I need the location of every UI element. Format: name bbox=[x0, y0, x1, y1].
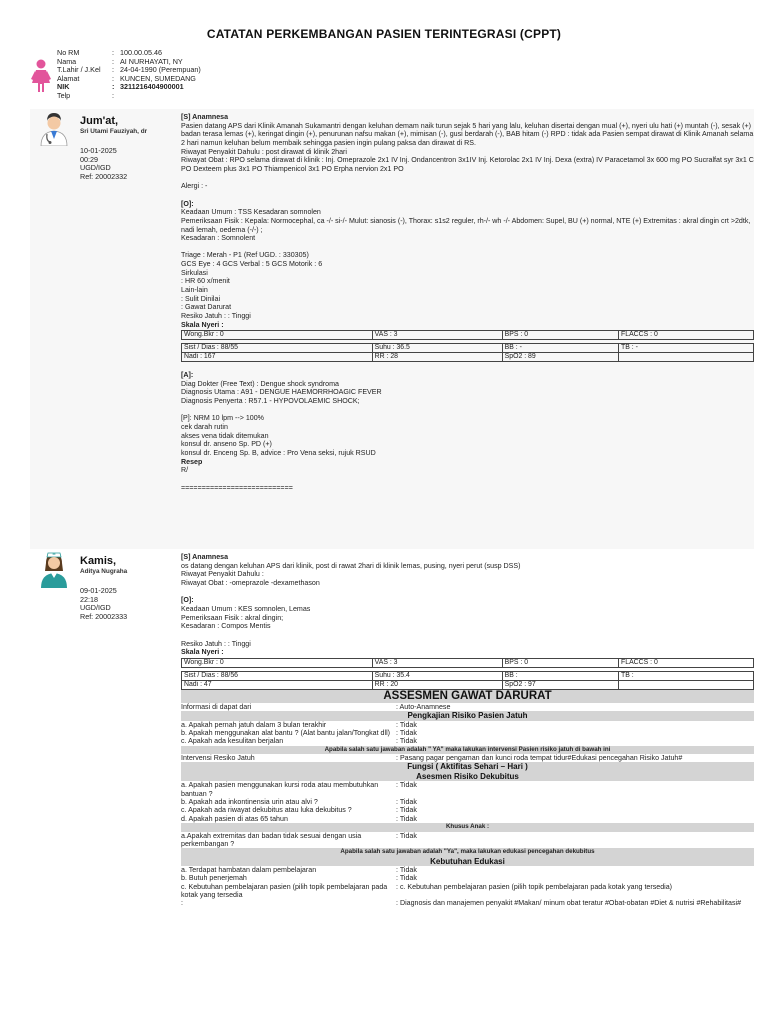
assessment-line: Diag Dokter (Free Text) : Dengue shock syndroma bbox=[181, 379, 339, 388]
question: a. Apakah pasien menggunakan kursi roda atau membutuhkan bantuan ? bbox=[181, 781, 379, 798]
objective-line: Resiko Jatuh : : Tinggi bbox=[181, 312, 251, 321]
education-title: Kebutuhan Edukasi bbox=[181, 857, 754, 867]
vital-cell: VAS : 3 bbox=[372, 331, 502, 340]
objective-line: Keadaan Umum : KES somnolen, Lemas bbox=[181, 604, 311, 613]
subjective-line: Riwayat Penyakit Dahulu : bbox=[181, 570, 264, 579]
objective-line: Triage : Merah - P1 (Ref UGD. : 330305) bbox=[181, 251, 309, 260]
answer: : Diagnosis dan manajemen penyakit #Makan/ minum obat teratur #Obat-obatan #Diet & nutrisi #Rehabilitasi# bbox=[396, 899, 742, 908]
vital-cell: Sist / Dias : 88/56 bbox=[182, 671, 373, 680]
vital-cell bbox=[619, 680, 754, 689]
entry-meta bbox=[80, 587, 127, 622]
answer: : Tidak bbox=[396, 874, 417, 883]
child-section-bar: Khusus Anak : bbox=[181, 823, 754, 832]
assessment-heading: [A]: bbox=[181, 371, 194, 379]
assessment-row bbox=[181, 883, 754, 900]
vital-cell: RR : 28 bbox=[372, 353, 502, 362]
objective-line: : HR 60 x/menit bbox=[181, 277, 230, 286]
assessment-row bbox=[181, 703, 754, 711]
question: b. Apakah menggunakan alat bantu ? (Alat bantu jalan/Tongkat dll) bbox=[181, 728, 391, 737]
entry-unit: UGD/IGD bbox=[80, 163, 111, 173]
vital-cell: TB : - bbox=[619, 344, 754, 353]
answer: : Tidak bbox=[396, 737, 417, 746]
objective-line: Sirkulasi bbox=[181, 268, 208, 277]
patient-label: NIK bbox=[57, 82, 70, 92]
emergency-assessment-title: ASSESMEN GAWAT DARURAT bbox=[181, 690, 754, 703]
assessment-line: Diagnosis Penyerta : R57.1 - HYPOVOLAEMIC SHOCK; bbox=[181, 396, 360, 405]
plan-line: akses vena tidak ditemukan bbox=[181, 431, 269, 440]
vital-cell: BB : - bbox=[502, 344, 618, 353]
decubitus-notice: Apabila salah satu jawaban adalah "Ya", maka lakukan edukasi pencegahan dekubitus bbox=[181, 848, 754, 857]
entry-doctor: Aditya Nugraha bbox=[80, 568, 128, 575]
patient-value: KUNCEN, SUMEDANG bbox=[120, 73, 196, 83]
vital-cell: BB : bbox=[502, 671, 618, 680]
question: : bbox=[181, 899, 183, 908]
patient-label: No RM bbox=[57, 48, 80, 57]
question: b. Butuh penerjemah bbox=[181, 874, 247, 883]
assessment-row bbox=[181, 806, 754, 814]
entry-date: 10-01-2025 bbox=[80, 146, 117, 155]
subjective-line: Riwayat Penyakit Dahulu : post dirawat di klinik 2hari bbox=[181, 147, 347, 156]
entry-content bbox=[181, 553, 754, 908]
entry-time: 00:29 bbox=[80, 154, 98, 164]
question: Intervensi Resiko Jatuh bbox=[181, 754, 255, 763]
vital-cell: Wong.Bkr : 0 bbox=[182, 658, 373, 667]
nurse-icon bbox=[38, 552, 70, 591]
page-title: CATATAN PERKEMBANGAN PASIEN TERINTEGRASI (CPPT) bbox=[206, 27, 562, 41]
answer: : Tidak bbox=[396, 720, 417, 729]
vital-cell: Nadi : 167 bbox=[182, 353, 373, 362]
doctor-icon bbox=[38, 112, 70, 149]
vital-cell: Nadi : 47 bbox=[182, 680, 373, 689]
answer: : Tidak bbox=[396, 814, 417, 823]
assessment-line: Diagnosis Utama : A91 - DENGUE HAEMORRHOAGIC FEVER bbox=[181, 388, 382, 397]
answer: : Tidak bbox=[396, 798, 417, 807]
vital-cell bbox=[619, 353, 754, 362]
question: a.Apakah extremitas dan badan tidak sesuai dengan usia perkembangan ? bbox=[181, 831, 362, 848]
plan-line: cek darah rutin bbox=[181, 422, 228, 431]
patient-label: T.Lahir / J.Kel bbox=[57, 65, 101, 75]
answer: : Tidak bbox=[396, 781, 417, 790]
pain-scale-label: Skala Nyeri : bbox=[181, 648, 224, 657]
assessment-row bbox=[181, 754, 754, 762]
question: c. Apakah ada kesulitan berjalan bbox=[181, 737, 284, 746]
patient-value: 24-04-1990 (Perempuan) bbox=[120, 65, 201, 75]
objective-line: : Gawat Darurat bbox=[181, 303, 232, 312]
vital-cell: FLACCS : 0 bbox=[619, 331, 754, 340]
daily-function-title: Fungsi ( Aktifitas Sehari – Hari ) bbox=[181, 762, 754, 772]
entry-day: Jum'at, bbox=[80, 115, 119, 127]
subjective-line: Pasien datang APS dari Klinik Amanah Sukamantri dengan keluhan demam naik turun sejak 5 hari yang lalu, keluhan disertai dengan mual (+), nyeri ulu hati (+) muntah (-), sesak (+) badan terasa lemas (+), keringat dingin (+), penurunan nafsu makan (+), mimisan (-), gusi berdarah (-), BAB hitam (-) RPD : tidak ada Pasien sempat dirawat di Klinik Amanah selama 2 hari namun keluhan belum membaik sehingga pasien ingin pulang paksa dan dirawat di RS. bbox=[181, 121, 754, 147]
vital-cell: Wong.Bkr : 0 bbox=[182, 331, 373, 340]
subjective-heading: [S] Anamnesa bbox=[181, 553, 229, 561]
question: Informasi di dapat dari bbox=[181, 702, 252, 711]
vital-cell: BPS : 0 bbox=[502, 331, 618, 340]
patient-colon: : bbox=[112, 65, 114, 75]
female-patient-icon bbox=[30, 59, 52, 96]
fall-risk-notice: Apabila salah satu jawaban adalah " YA" maka lakukan intervensi Pasien risiko jatuh di bawah ini bbox=[181, 746, 754, 755]
objective-line: Pemeriksaan Fisik : akral dingin; bbox=[181, 613, 284, 622]
fall-risk-title: Pengkajian Risiko Pasien Jatuh bbox=[181, 711, 754, 721]
assessment-row bbox=[181, 781, 754, 798]
vital-cell: Suhu : 36.5 bbox=[372, 344, 502, 353]
vital-cell: RR : 20 bbox=[372, 680, 502, 689]
answer: : Tidak bbox=[396, 866, 417, 875]
cppt-entry bbox=[30, 109, 754, 549]
plan-line: konsul dr. Enceng Sp. B, advice : Pro Vena seksi, rujuk RSUD bbox=[181, 448, 376, 457]
entry-ref: Ref: 20002332 bbox=[80, 172, 128, 182]
vital-cell: VAS : 3 bbox=[372, 658, 502, 667]
vital-cell: BPS : 0 bbox=[502, 658, 618, 667]
assessment-row bbox=[181, 721, 754, 729]
patient-colon: : bbox=[112, 90, 114, 100]
assessment-row bbox=[181, 874, 754, 882]
answer: : c. Kebutuhan pembelajaran pasien (pilih topik pembelajaran pada kotak yang tersedia) bbox=[396, 882, 673, 891]
objective-line: : Sulit Dinilai bbox=[181, 294, 221, 303]
prescription-value: R/ bbox=[181, 466, 189, 475]
separator: =========================== bbox=[181, 483, 293, 492]
entry-day: Kamis, bbox=[80, 555, 117, 567]
patient-label: Alamat bbox=[57, 73, 80, 83]
question: b. Apakah ada inkontinensia urin atau alvi ? bbox=[181, 798, 318, 807]
assessment-row bbox=[181, 899, 754, 907]
subjective-heading: [S] Anamnesa bbox=[181, 113, 229, 121]
objective-heading: [O]: bbox=[181, 596, 194, 605]
patient-colon: : bbox=[112, 73, 114, 83]
vitals-table bbox=[181, 330, 754, 362]
vital-cell: Suhu : 35.4 bbox=[372, 671, 502, 680]
vital-cell: SpO2 : 89 bbox=[502, 353, 618, 362]
entry-ref: Ref: 20002333 bbox=[80, 612, 128, 622]
objective-line: Kesadaran : Compos Mentis bbox=[181, 622, 271, 631]
answer: : Auto-Anamnese bbox=[396, 702, 451, 711]
entry-unit: UGD/IGD bbox=[80, 603, 111, 613]
assessment-row bbox=[181, 866, 754, 874]
assessment-row bbox=[181, 729, 754, 737]
objective-line: GCS Eye : 4 GCS Verbal : 5 GCS Motorik : 6 bbox=[181, 260, 323, 269]
question: a. Apakah pernah jatuh dalam 3 bulan terakhir bbox=[181, 720, 327, 729]
patient-value: 3211216404900001 bbox=[120, 82, 184, 92]
decubitus-title: Asesmen Risiko Dekubitus bbox=[181, 772, 754, 782]
patient-info bbox=[57, 49, 201, 101]
pain-scale-label: Skala Nyeri : bbox=[181, 320, 224, 329]
assessment-row bbox=[181, 815, 754, 823]
entry-meta bbox=[80, 147, 127, 182]
objective-line: Pemeriksaan Fisik : Kepala: Normocephal, ca -/- si-/- Mulut: sianosis (-), Thorax: s1s2 reguler, rh-/- wh -/- Abdomen: Supel, BU (+) normal, NTE (+) Extremitas : akral dingin crt >2dtk, nadi lemah, oedema (-/-) ; bbox=[181, 216, 751, 234]
answer: : Tidak bbox=[396, 831, 417, 840]
answer: : Pasang pagar pengaman dan kunci roda tempat tidur#Edukasi pencegahan Risiko Jatuh# bbox=[396, 754, 683, 763]
patient-value: 100.00.05.46 bbox=[120, 48, 162, 57]
subjective-line: Riwayat Obat : RPO selama dirawat di klinik : Inj. Omeprazole 2x1 IV Inj. Ondancentron 3x1IV Inj. Ketorolac 2x1 IV Inj. Dexa (extra) IV Paracetamol 3x 600 mg PO Sucralfat syr 3x1 C PO Dexteem plus 3x1 PO Thiampenicol 3x1 PO Erpha nervion 2x1 PO bbox=[181, 156, 754, 173]
patient-colon: : bbox=[112, 82, 115, 92]
subjective-line: Riwayat Obat : -omeprazole -dexamethason bbox=[181, 578, 320, 587]
answer: : Tidak bbox=[396, 728, 417, 737]
subjective-line: os datang dengan keluhan APS dari klinik, post di rawat 2hari di klinik lemas, pusing, nyeri perut (susp DSS) bbox=[181, 561, 521, 570]
entry-time: 22:18 bbox=[80, 594, 98, 604]
objective-heading: [O]: bbox=[181, 199, 194, 208]
patient-colon: : bbox=[112, 48, 114, 57]
objective-line: Lain-lain bbox=[181, 286, 208, 295]
question: c. Apakah ada riwayat dekubitus atau luka dekubitus ? bbox=[181, 806, 352, 815]
question: a. Terdapat hambatan dalam pembelajaran bbox=[181, 866, 317, 875]
prescription-label: Resep bbox=[181, 457, 203, 466]
vitals-table bbox=[181, 658, 754, 690]
answer: : Tidak bbox=[396, 806, 417, 815]
question: d. Apakah pasien di atas 65 tahun bbox=[181, 814, 288, 823]
plan-heading: [P]: NRM 10 lpm --> 100% bbox=[181, 414, 264, 423]
vital-cell: FLACCS : 0 bbox=[619, 658, 754, 667]
vital-cell: TB : bbox=[619, 671, 754, 680]
plan-line: konsul dr. anseno Sp. PD (+) bbox=[181, 440, 272, 449]
question: c. Kebutuhan pembelajaran pasien (pilih topik pembelajaran pada kotak yang tersedia bbox=[181, 882, 388, 900]
assessment-row bbox=[181, 798, 754, 806]
cppt-entry bbox=[30, 549, 754, 989]
objective-line: Keadaan Umum : TSS Kesadaran somnolen bbox=[181, 208, 321, 217]
patient-value: AI NURHAYATI, NY bbox=[120, 56, 183, 66]
allergy: Alergi : - bbox=[181, 182, 208, 191]
entry-doctor: Sri Utami Fauziyah, dr bbox=[80, 128, 148, 135]
patient-colon: : bbox=[112, 56, 114, 66]
fall-risk: Resiko Jatuh : : Tinggi bbox=[181, 639, 251, 648]
vital-cell: SpO2 : 97 bbox=[502, 680, 618, 689]
objective-line: Kesadaran : Somnolent bbox=[181, 234, 256, 243]
patient-row-telp bbox=[57, 92, 201, 101]
assessment-row bbox=[181, 737, 754, 745]
patient-row-nik bbox=[57, 83, 201, 92]
entry-date: 09-01-2025 bbox=[80, 586, 117, 595]
assessment-row bbox=[181, 832, 754, 849]
entry-content bbox=[181, 113, 754, 492]
vital-cell: Sist / Dias : 88/55 bbox=[182, 344, 373, 353]
patient-label: Nama bbox=[57, 56, 77, 66]
patient-label: Telp bbox=[57, 90, 71, 100]
